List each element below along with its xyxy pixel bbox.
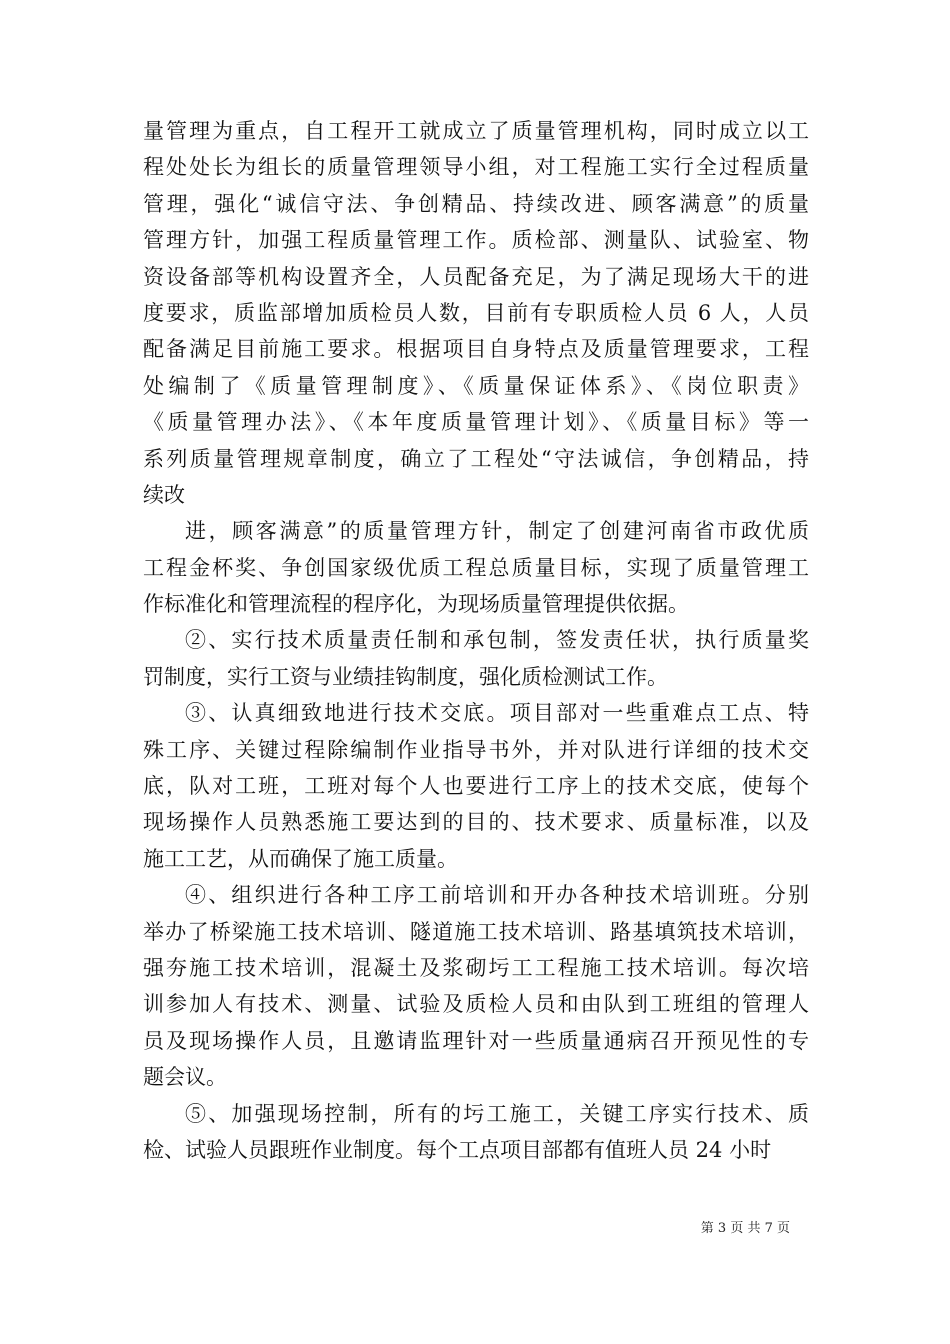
text-line: 管理方针，加强工程质量管理工作。质检部、测量队、试验室、物	[143, 228, 809, 253]
text-line: ③、认真细致地进行技术交底。项目部对一些重难点工点、特	[185, 701, 809, 726]
text-line: 施工工艺，从而确保了施工质量。	[143, 846, 458, 871]
text-line: 度要求，质监部增加质检员人数，目前有专职质检人员 6 人，人员	[143, 300, 809, 325]
text-line: 工程金杯奖、争创国家级优质工程总质量目标，实现了质量管理工	[143, 555, 809, 580]
text-line: 作标准化和管理流程的程序化，为现场质量管理提供依据。	[143, 592, 689, 617]
text-line: 罚制度，实行工资与业绩挂钩制度，强化质检测试工作。	[143, 664, 668, 689]
text-line: 训参加人有技术、测量、试验及质检人员和由队到工班组的管理人	[143, 992, 809, 1017]
text-line: 殊工序、关键过程除编制作业指导书外，并对队进行详细的技术交	[143, 737, 809, 762]
text-line: 员及现场操作人员，且邀请监理针对一些质量通病召开预见性的专	[143, 1028, 809, 1053]
text-line: ⑤、加强现场控制，所有的圬工施工，关键工序实行技术、质	[185, 1101, 809, 1126]
text-line: 进，顾客满意”的质量管理方针，制定了创建河南省市政优质	[185, 519, 809, 544]
text-line: 程处处长为组长的质量管理领导小组，对工程施工实行全过程质量	[143, 155, 809, 180]
text-line: 处编制了《质量管理制度》、《质量保证体系》、《岗位职责》	[143, 373, 809, 398]
text-line: 现场操作人员熟悉施工要达到的目的、技术要求、质量标准，以及	[143, 810, 809, 835]
text-line: 举办了桥梁施工技术培训、隧道施工技术培训、路基填筑技术培训，	[143, 919, 809, 944]
text-line: 题会议。	[143, 1065, 227, 1090]
text-line: 检、试验人员跟班作业制度。每个工点项目部都有值班人员 24 小时	[143, 1137, 772, 1162]
text-line: 量管理为重点，自工程开工就成立了质量管理机构，同时成立以工	[143, 119, 809, 143]
text-line: 系列质量管理规章制度，确立了工程处“守法诚信，争创精品，持	[143, 446, 809, 471]
text-line: 管理，强化“诚信守法、争创精品、持续改进、顾客满意”的质量	[143, 191, 809, 216]
text-line: ④、组织进行各种工序工前培训和开办各种技术培训班。分别	[185, 883, 809, 908]
text-line: 强夯施工技术培训，混凝土及浆砌圬工工程施工技术培训。每次培	[143, 955, 809, 980]
text-line: ②、实行技术质量责任制和承包制，签发责任状，执行质量奖	[185, 628, 809, 653]
text-line: 续改	[143, 482, 185, 507]
text-line: 资设备部等机构设置齐全，人员配备充足，为了满足现场大干的进	[143, 264, 809, 289]
page-number: 第 3 页 共 7 页	[700, 1221, 790, 1236]
document-body	[143, 113, 809, 1168]
text-line: 《质量管理办法》、《本年度质量管理计划》、《质量目标》等一	[143, 410, 809, 435]
text-line: 底，队对工班，工班对每个人也要进行工序上的技术交底，使每个	[143, 774, 809, 799]
text-line: 配备满足目前施工要求。根据项目自身特点及质量管理要求，工程	[143, 337, 809, 362]
